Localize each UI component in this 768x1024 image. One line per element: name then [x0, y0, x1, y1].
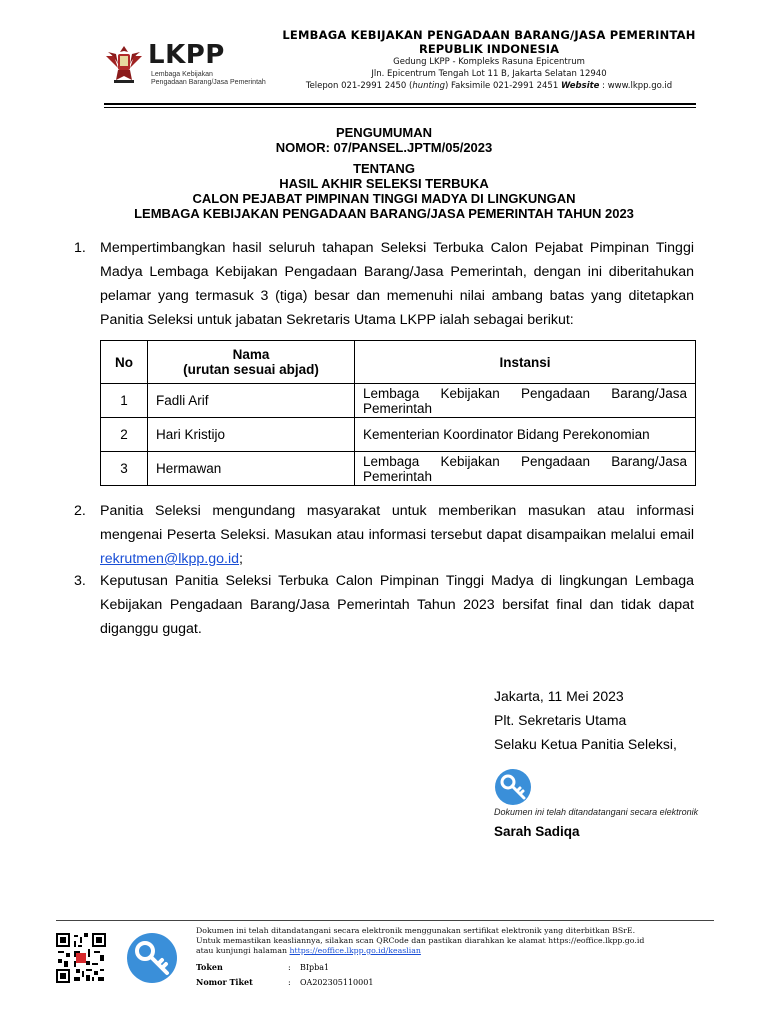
token-row: Token : BIpba1	[196, 962, 330, 972]
address-building: Gedung LKPP - Kompleks Rasuna Epicentrum	[393, 57, 585, 67]
item-paragraph-1: Mempertimbangkan hasil seluruh tahapan Seleksi Terbuka Calon Pejabat Pimpinan Tinggi Madya Lembaga Kebijakan Pengadaan Barang/Jasa Pemerintah, dengan ini diberitahukan pelamar yang termasuk 3 (tiga) besar dan memenuhi nilai ambang batas yang ditetapkan Panitia Seleksi untuk jabatan Sekretaris Utama LKPP ialah sebagai berikut:	[100, 240, 694, 328]
address-street: Jln. Epicentrum Tengah Lot 11 B, Jakarta Selatan 12940	[371, 69, 607, 79]
row-no: 2	[101, 418, 148, 452]
garuda-emblem-icon	[104, 42, 144, 86]
table-row	[101, 452, 696, 486]
item-paragraph-2: Panitia Seleksi mengundang masyarakat untuk memberikan masukan atau informasi mengenai Peserta Seleksi. Masukan atau informasi tersebut dapat disampaikan melalui email rekrutmen@lkpp.go.id;	[100, 503, 694, 567]
letterhead-text	[276, 28, 702, 92]
ticket-value: OA202305110001	[300, 978, 374, 987]
letterhead-rule-thin	[104, 107, 696, 108]
institution-name: LEMBAGA KEBIJAKAN PENGADAAN BARANG/JASA PEMERINTAH	[282, 28, 696, 42]
bsre-seal-icon	[126, 932, 178, 984]
signer-role: Plt. Sekretaris Utama	[494, 712, 627, 728]
footer-verification-text: Dokumen ini telah ditandatangani secara elektronik menggunakan sertifikat elektronik yang diterbitkan BSrE. Untuk memastikan keasliannya, silakan scan QRCode dan pastikan diarahkan ke alamat https://eoffice.lkpp.go.id atau kunjungi halaman https://eoffice.lkpp.go.id/keaslian	[196, 926, 645, 955]
signer-name: Sarah Sadiqa	[494, 824, 580, 839]
contact-line: Telepon 021-2991 2450 (hunting) Faksimile 021-2991 2451 Website : www.lkpp.go.id	[305, 81, 673, 91]
item-number-3: 3.	[74, 573, 86, 589]
title-subject-2: CALON PEJABAT PIMPINAN TINGGI MADYA DI LINGKUNGAN	[192, 191, 576, 206]
letterhead-rule-thick	[104, 103, 696, 105]
row-nama: Fadli Arif	[148, 384, 355, 418]
lkpp-logo-text: LKPP	[148, 40, 225, 70]
logo-subtitle: Lembaga Kebijakan Pengadaan Barang/Jasa Pemerintah	[151, 71, 266, 86]
row-instansi: Lembaga Kebijakan Pengadaan Barang/Jasa Pemerintah	[355, 384, 696, 418]
item-paragraph-3: Keputusan Panitia Seleksi Terbuka Calon Pimpinan Tinggi Madya di lingkungan Lembaga Kebijakan Pengadaan Barang/Jasa Pemerintah Tahun 2023 bersifat final dan tidak dapat diganggu gugat.	[100, 573, 694, 637]
table-header-row	[101, 341, 696, 384]
header-instansi: Instansi	[355, 341, 696, 384]
title-subject-3: LEMBAGA KEBIJAKAN PENGADAAN BARANG/JASA PEMERINTAH TAHUN 2023	[134, 206, 634, 221]
e-signature-note: Dokumen ini telah ditandatangani secara elektronik	[494, 807, 699, 817]
title-about: TENTANG	[353, 161, 415, 176]
token-value: BIpba1	[300, 963, 330, 972]
header-nama: Nama (urutan sesuai abjad)	[148, 341, 355, 384]
signer-role-2: Selaku Ketua Panitia Seleksi,	[494, 736, 677, 752]
qr-code-icon[interactable]	[56, 933, 106, 983]
header-no: No	[101, 341, 148, 384]
title-subject-1: HASIL AKHIR SELEKSI TERBUKA	[279, 176, 489, 191]
country-name: REPUBLIK INDONESIA	[419, 42, 559, 56]
title-number: NOMOR: 07/PANSEL.JPTM/05/2023	[275, 140, 493, 155]
table-row	[101, 418, 696, 452]
bsre-seal-icon	[494, 768, 532, 806]
item-number-1: 1.	[74, 240, 86, 256]
email-link[interactable]: rekrutmen@lkpp.go.id	[100, 551, 240, 567]
row-nama: Hari Kristijo	[148, 418, 355, 452]
row-nama: Hermawan	[148, 452, 355, 486]
row-instansi: Lembaga Kebijakan Pengadaan Barang/Jasa Pemerintah	[355, 452, 696, 486]
row-no: 1	[101, 384, 148, 418]
title-heading: PENGUMUMAN	[335, 125, 433, 140]
verification-link[interactable]: https://eoffice.lkpp.go.id/keaslian	[289, 946, 421, 955]
signature-block	[494, 684, 677, 756]
candidate-table	[100, 340, 696, 486]
row-instansi: Kementerian Koordinator Bidang Perekonomian	[355, 418, 696, 452]
place-date: Jakarta, 11 Mei 2023	[494, 688, 624, 704]
table-row	[101, 384, 696, 418]
footer-rule	[56, 920, 714, 921]
row-no: 3	[101, 452, 148, 486]
item-number-2: 2.	[74, 503, 86, 519]
ticket-row: Nomor Tiket : OA202305110001	[196, 977, 374, 987]
announcement-title	[100, 125, 668, 221]
